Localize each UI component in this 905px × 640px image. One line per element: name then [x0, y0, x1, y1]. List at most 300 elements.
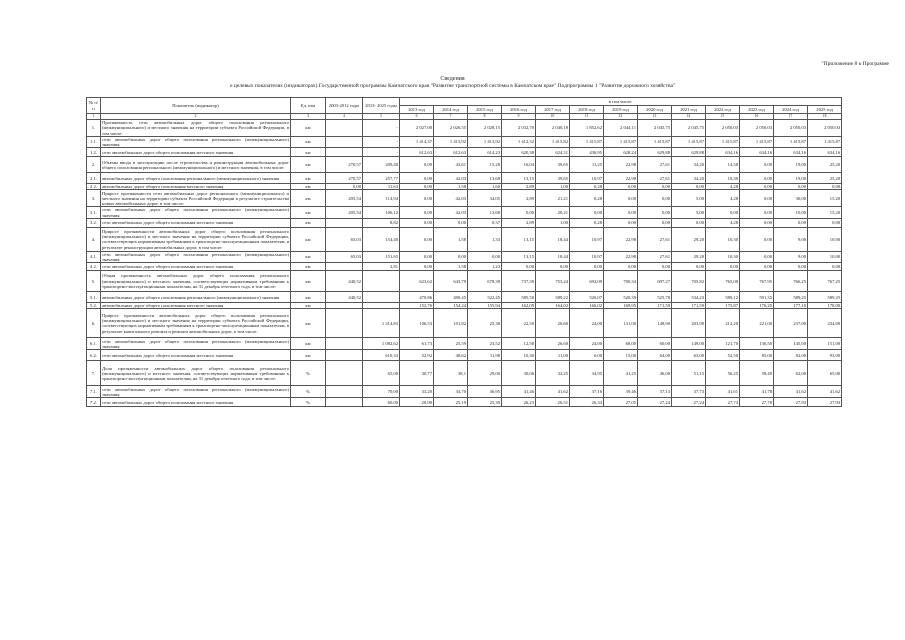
- year-value: 0,00: [672, 263, 706, 271]
- indicator-name: автомобильных дорог общего пользования регионального (межмуниципального) значения: [101, 173, 291, 184]
- unit-cell: км: [291, 263, 326, 271]
- header-year: 2023 год: [740, 106, 774, 114]
- column-index: 10: [536, 114, 570, 120]
- year-value: 0,00: [740, 173, 774, 184]
- year-value: 37,13: [638, 386, 672, 398]
- period-2003-2012-value: [326, 398, 363, 407]
- row-number: 6.1.: [87, 338, 101, 350]
- year-value: 0,00: [604, 184, 638, 190]
- year-value: 697,27: [638, 271, 672, 292]
- year-value: 0,00: [808, 263, 842, 271]
- table-row: [87, 386, 842, 398]
- column-index: 8: [468, 114, 502, 120]
- year-value: 152,76: [400, 303, 434, 309]
- table-row: [87, 263, 842, 271]
- table-row: [87, 120, 842, 137]
- row-number: 7.1.: [87, 386, 101, 398]
- year-value: 10,30: [706, 227, 740, 251]
- indicator-name: сети автомобильных дорог общего пользования регионального (межмуниципального) значения: [102, 386, 289, 397]
- period-2003-2012-value: [326, 338, 363, 350]
- year-value: 15,20: [808, 190, 842, 207]
- year-value: 614,23: [468, 148, 502, 157]
- period-2013-2025-value: -: [363, 120, 400, 137]
- year-value: 0,00: [400, 190, 434, 207]
- year-value: 634,16: [808, 148, 842, 157]
- year-value: 10,97: [570, 227, 604, 251]
- year-value: 92,00: [774, 350, 808, 361]
- year-value: 0,00: [740, 207, 774, 218]
- year-value: 62,00: [774, 361, 808, 386]
- year-value: 4,28: [706, 184, 740, 190]
- year-value: 12,58: [502, 338, 536, 350]
- year-value: 34,05: [468, 190, 502, 207]
- unit-cell: км: [291, 303, 326, 309]
- year-value: 27,24: [638, 398, 672, 407]
- period-2013-2025-value: 106,12: [363, 207, 400, 218]
- document-subtitle: о целевых показателях (индикаторах) Государственной программы Камчатского края "Развитие транспортной системы в Камчатском крае" Подпрограммы 1 "Развитие дорожного хозяйства": [229, 83, 676, 89]
- year-value: 41,61: [706, 386, 740, 398]
- year-value: 10,00: [808, 251, 842, 262]
- indicator-name: сети автомобильных дорог общего пользования местного значения: [101, 398, 291, 407]
- year-value: 11,25: [570, 157, 604, 173]
- year-value: 634,16: [706, 148, 740, 157]
- row-number: 5.2.: [87, 303, 101, 309]
- year-value: 10,30: [706, 173, 740, 184]
- year-value: 0,00: [468, 251, 502, 262]
- column-index: 16: [740, 114, 774, 120]
- period-2003-2012-value: [326, 120, 363, 137]
- year-value: 41,62: [808, 386, 842, 398]
- year-value: 20,90: [400, 398, 434, 407]
- year-value: 634,16: [774, 148, 808, 157]
- year-value: 27,61: [638, 251, 672, 262]
- unit-cell: км: [291, 338, 326, 350]
- year-value: 101,82: [434, 309, 468, 338]
- year-value: 42,03: [434, 190, 468, 207]
- year-value: 39,65: [536, 157, 570, 173]
- period-2003-2012-value: [326, 218, 363, 227]
- year-value: 27,61: [638, 227, 672, 251]
- year-value: 612,63: [434, 148, 468, 157]
- unit-cell: км: [291, 157, 326, 173]
- column-index: 5: [363, 114, 400, 120]
- indicator-name: Прирост протяженности автомобильных дорог общего пользования регионального (межмуниципального) и местного значения на территории субъекта Российской Федерации, соответствующих нормативным требованиям к транспортно-эксплуатационным показателям, в результате реконструкции автомобильных дорог, в том числе:: [102, 228, 289, 250]
- year-value: 2,89: [502, 184, 536, 190]
- year-value: 1 415,87: [672, 136, 706, 147]
- year-value: 25,20: [808, 157, 842, 173]
- year-value: 15,20: [808, 207, 842, 218]
- table-row: [87, 173, 842, 184]
- year-value: 1,58: [434, 227, 468, 251]
- period-2003-2012-value: [326, 148, 363, 157]
- row-number: 1.: [87, 120, 101, 137]
- year-value: 0,00: [808, 218, 842, 227]
- year-value: 2 045,75: [638, 120, 672, 137]
- year-value: 136,50: [740, 338, 774, 350]
- year-value: 5,00: [672, 207, 706, 218]
- indicator-name: Прирост протяженности сети автомобильных дорог регионального (межмуниципального) и местного значения на территории субъекта Российской Федерации в результате строительства новых автомобильных дорог, в том числе:: [102, 190, 289, 207]
- header-year: 2019 год: [604, 106, 638, 114]
- unit-cell: %: [291, 398, 326, 407]
- year-value: 0,00: [400, 184, 434, 190]
- year-value: 0,00: [638, 184, 672, 190]
- year-value: 705,82: [672, 271, 706, 292]
- year-value: 30,06: [502, 361, 536, 386]
- year-value: 0,28: [570, 218, 604, 227]
- row-number: 2.: [87, 157, 101, 173]
- unit-cell: км: [291, 148, 326, 157]
- year-value: 39,65: [536, 173, 570, 184]
- period-2003-2012-value: [326, 350, 363, 361]
- year-value: 0,00: [740, 190, 774, 207]
- year-value: 176,20: [740, 303, 774, 309]
- unit-cell: км: [291, 184, 326, 190]
- year-value: 1,00: [536, 218, 570, 227]
- year-value: 520,39: [604, 292, 638, 303]
- year-value: 0,00: [774, 184, 808, 190]
- year-value: 1,58: [434, 263, 468, 271]
- indicator-name: Прирост протяженности автомобильных дорог общего пользования регионального (межмуниципального) и местного значения на территории субъекта Российской Федерации, соответствующих нормативным требованиям к транспортно-эксплуатационным показателям, в результате капитального ремонта и ремонта автомобильных дорог, в том числе:: [101, 309, 291, 338]
- year-value: 19,00: [774, 173, 808, 184]
- year-value: 0,00: [570, 350, 604, 361]
- period-2003-2012-value: 205,54: [326, 190, 363, 207]
- year-value: 634,16: [740, 148, 774, 157]
- period-2003-2012-value: 440,52: [326, 271, 363, 292]
- year-value: 2 045,75: [672, 120, 706, 137]
- year-value: 0,00: [434, 218, 468, 227]
- year-value: 148,90: [638, 309, 672, 338]
- year-value: 25,39: [468, 398, 502, 407]
- year-value: 21,21: [536, 190, 570, 207]
- table-row: [87, 398, 842, 407]
- year-value: 0,00: [740, 157, 774, 173]
- year-value: 0,28: [570, 190, 604, 207]
- year-value: 1 415,87: [774, 136, 808, 147]
- year-value: 1,00: [536, 184, 570, 190]
- year-value: 0,00: [536, 263, 570, 271]
- header-year: 2013 год: [400, 106, 434, 114]
- column-index: 6: [400, 114, 434, 120]
- year-value: 1 415,87: [570, 136, 604, 147]
- indicator-name: Доля протяженности автомобильных дорог общего пользования регионального (межмуниципального) и местного значения, соответствующих нормативным требованиям к транспортно-эксплуатационным показателям, на 31 декабря отчетного года, в том числе:: [101, 361, 291, 386]
- year-value: 39,46: [604, 386, 638, 398]
- year-value: 16,04: [502, 157, 536, 173]
- year-value: 24,00: [570, 309, 604, 338]
- year-value: 0,00: [434, 251, 468, 262]
- year-value: 767,95: [740, 271, 774, 292]
- year-value: 51,15: [672, 361, 706, 386]
- year-value: 0,00: [740, 227, 774, 251]
- year-value: 26,23: [502, 398, 536, 407]
- unit-cell: %: [291, 361, 326, 386]
- year-value: 30,00: [774, 190, 808, 207]
- year-value: 1 415,82: [536, 136, 570, 147]
- year-value: 0,00: [774, 263, 808, 271]
- row-number: 7.2.: [87, 398, 101, 407]
- year-value: 0,00: [400, 263, 434, 271]
- year-value: 0,00: [808, 184, 842, 190]
- year-value: 2 027,00: [400, 120, 434, 137]
- year-value: 0,00: [400, 207, 434, 218]
- year-value: 93,00: [808, 350, 842, 361]
- period-2003-2012-value: 0,00: [326, 184, 363, 190]
- period-2013-2025-value: -: [363, 136, 400, 147]
- year-value: 0,00: [638, 207, 672, 218]
- year-value: 26,33: [570, 398, 604, 407]
- row-number: 7.: [87, 361, 101, 386]
- header-group: в том числе:: [400, 98, 842, 106]
- period-2003-2012-value: 65,03: [326, 227, 363, 251]
- period-2013-2025-value: 1 314,83: [363, 309, 400, 338]
- year-value: 629,88: [638, 148, 672, 157]
- column-index: 2: [101, 114, 291, 120]
- year-value: 151,00: [808, 338, 842, 350]
- period-2013-2025-value: [363, 271, 400, 292]
- year-value: 0,00: [400, 251, 434, 262]
- year-value: 10,30: [706, 251, 740, 262]
- year-value: 164,02: [536, 303, 570, 309]
- year-value: 29,20: [672, 227, 706, 251]
- header-period-2003-2012: 2003-2012 годы: [326, 98, 363, 114]
- year-value: 0,00: [400, 227, 434, 251]
- year-value: 765,00: [706, 271, 740, 292]
- period-2013-2025-value: 60,00: [363, 398, 400, 407]
- document-title: Сведения: [440, 76, 465, 82]
- year-value: 0,00: [638, 263, 672, 271]
- column-index: 15: [706, 114, 740, 120]
- year-value: 0,00: [604, 207, 638, 218]
- year-value: 34,95: [570, 361, 604, 386]
- year-value: 27,61: [638, 157, 672, 173]
- column-index: 9: [502, 114, 536, 120]
- table-row: [87, 218, 842, 227]
- year-value: 0,00: [604, 218, 638, 227]
- year-value: 589,12: [706, 292, 740, 303]
- year-value: 33,20: [400, 386, 434, 398]
- year-value: 0,00: [570, 263, 604, 271]
- unit-cell: км: [291, 227, 326, 251]
- year-value: 0,00: [672, 184, 706, 190]
- year-value: 0,28: [570, 184, 604, 190]
- period-2003-2012-value: [326, 386, 363, 398]
- year-value: 131,00: [604, 309, 638, 338]
- year-value: 11,98: [468, 350, 502, 361]
- period-2013-2025-value: 65,00: [363, 361, 400, 386]
- year-value: 13,15: [502, 227, 536, 251]
- year-value: 27,93: [808, 398, 842, 407]
- year-value: 612,63: [400, 148, 434, 157]
- year-value: 56,25: [706, 361, 740, 386]
- year-value: 0,00: [740, 263, 774, 271]
- year-value: 0,00: [740, 251, 774, 262]
- year-value: 526,07: [570, 292, 604, 303]
- year-value: 64,00: [638, 350, 672, 361]
- header-year: 2022 год: [706, 106, 740, 114]
- year-value: 678,39: [468, 271, 502, 292]
- indicator-name: Протяженность сети автомобильных дорог общего пользования регионального (межмуниципального) и местного значения на территории субъекта Российской Федерации, в том числе:: [102, 120, 289, 136]
- period-2013-2025-value: 114,94: [363, 190, 400, 207]
- year-value: 0,00: [774, 218, 808, 227]
- year-value: 0,00: [706, 207, 740, 218]
- unit-cell: км: [291, 173, 326, 184]
- period-2003-2012-value: 440,52: [326, 292, 363, 303]
- indicator-name: сети автомобильных дорог общего пользования местного значения: [101, 263, 291, 271]
- period-2003-2012-value: [326, 136, 363, 147]
- year-value: 29,00: [468, 361, 502, 386]
- year-value: 2 050,03: [808, 120, 842, 137]
- year-value: 18,44: [536, 251, 570, 262]
- year-value: 2,89: [502, 190, 536, 207]
- year-value: 737,39: [502, 271, 536, 292]
- year-value: 52,50: [706, 350, 740, 361]
- column-index: 13: [638, 114, 672, 120]
- table-row: [87, 227, 842, 251]
- indicators-table: [86, 97, 842, 407]
- year-value: 237,00: [774, 309, 808, 338]
- table-row: [87, 190, 842, 207]
- year-value: 1,23: [468, 263, 502, 271]
- year-value: 13,68: [468, 173, 502, 184]
- year-value: 23,52: [468, 338, 502, 350]
- year-value: 25,59: [434, 338, 468, 350]
- year-value: 4,28: [706, 190, 740, 207]
- year-value: 1 412,32: [502, 136, 536, 147]
- year-value: 628,24: [604, 148, 638, 157]
- year-value: 13,15: [502, 173, 536, 184]
- period-2013-2025-value: 257,77: [363, 173, 400, 184]
- year-value: 4,28: [706, 218, 740, 227]
- year-value: 61,73: [400, 338, 434, 350]
- year-value: 11,00: [536, 350, 570, 361]
- year-value: 0,37: [468, 218, 502, 227]
- year-value: 22,50: [502, 309, 536, 338]
- period-2013-2025-value: 151,65: [363, 251, 400, 262]
- indicator-name: сети автомобильных дорог общего пользования местного значения: [101, 350, 291, 361]
- year-value: 46,00: [638, 361, 672, 386]
- unit-cell: км: [291, 309, 326, 338]
- year-value: 26,60: [536, 309, 570, 338]
- year-value: 41,78: [740, 386, 774, 398]
- year-value: 27,05: [604, 398, 638, 407]
- row-number: 3.: [87, 190, 101, 207]
- period-2013-2025-value: 154,40: [363, 227, 400, 251]
- year-value: 30,77: [400, 361, 434, 386]
- column-index: 12: [604, 114, 638, 120]
- year-value: 37,73: [672, 386, 706, 398]
- year-value: 2 050,03: [740, 120, 774, 137]
- year-value: 0,00: [400, 218, 434, 227]
- year-value: 171,59: [672, 303, 706, 309]
- table-row: [87, 303, 842, 309]
- row-number: 6.2.: [87, 350, 101, 361]
- year-value: 522,45: [468, 292, 502, 303]
- row-number: 1.1.: [87, 136, 101, 147]
- unit-cell: км: [291, 190, 326, 207]
- year-value: 589,25: [774, 292, 808, 303]
- year-value: 0,00: [570, 207, 604, 218]
- year-value: 203,90: [672, 309, 706, 338]
- year-value: 0,00: [638, 190, 672, 207]
- period-2003-2012-value: [326, 263, 363, 271]
- year-value: 5,00: [672, 190, 706, 207]
- table-row: [87, 148, 842, 157]
- period-2003-2012-value: [326, 309, 363, 338]
- year-value: 29,20: [672, 251, 706, 262]
- column-index: 18: [808, 114, 842, 120]
- year-value: 0,00: [604, 263, 638, 271]
- year-value: 177,10: [774, 303, 808, 309]
- year-value: 48,62: [434, 350, 468, 361]
- header-year: 2015 год: [468, 106, 502, 114]
- year-value: 1 415,87: [638, 136, 672, 147]
- year-value: 692,09: [570, 271, 604, 292]
- year-value: 624,31: [536, 148, 570, 157]
- year-value: 27,93: [774, 398, 808, 407]
- year-value: 700,34: [604, 271, 638, 292]
- table-row: [87, 251, 842, 262]
- header-period-2013-2025: 2013- 2025 годы: [363, 98, 400, 114]
- year-value: 68,00: [604, 338, 638, 350]
- year-value: 10,00: [808, 227, 842, 251]
- year-value: 22,98: [604, 227, 638, 251]
- column-index: 4: [326, 114, 363, 120]
- indicator-name: сети автомобильных дорог общего пользования регионального (межмуниципального) значения: [102, 251, 289, 263]
- year-value: 58,40: [740, 361, 774, 386]
- year-value: 65,00: [808, 361, 842, 386]
- year-value: 20,21: [536, 207, 570, 218]
- header-year: 2018 год: [570, 106, 604, 114]
- year-value: 25,19: [434, 398, 468, 407]
- header-year: 2025 год: [808, 106, 842, 114]
- year-value: 22,98: [604, 173, 638, 184]
- period-2013-2025-value: 209,40: [363, 157, 400, 173]
- year-value: 1,60: [468, 184, 502, 190]
- year-value: 2 044,11: [604, 120, 638, 137]
- year-value: 1 413,92: [434, 136, 468, 147]
- year-value: 175,87: [706, 303, 740, 309]
- unit-cell: км: [291, 120, 326, 137]
- period-2003-2012-value: 65,03: [326, 251, 363, 262]
- unit-cell: км: [291, 218, 326, 227]
- year-value: 34,20: [672, 157, 706, 173]
- row-number: 2.2.: [87, 184, 101, 190]
- year-value: 2,89: [502, 218, 536, 227]
- header-year: 2016 год: [502, 106, 536, 114]
- row-number: 5.: [87, 271, 101, 292]
- header-year: 2014 год: [434, 106, 468, 114]
- column-index: 3: [291, 114, 326, 120]
- year-value: 34,70: [434, 386, 468, 398]
- year-value: 623,62: [400, 271, 434, 292]
- year-value: 0,00: [400, 173, 434, 184]
- table-row: [87, 271, 842, 292]
- year-value: 0,00: [502, 263, 536, 271]
- year-value: 490,45: [434, 292, 468, 303]
- unit-cell: км: [291, 350, 326, 361]
- year-value: 212,20: [706, 309, 740, 338]
- year-value: 14,58: [706, 157, 740, 173]
- period-2003-2012-value: 270,57: [326, 173, 363, 184]
- year-value: 10,97: [570, 173, 604, 184]
- year-value: 41,62: [536, 386, 570, 398]
- header-indicator: Показатель (индикатор): [101, 98, 291, 114]
- year-value: 585,50: [502, 292, 536, 303]
- year-value: 27,78: [740, 398, 774, 407]
- indicator-name: Общая протяженность автомобильных дорог общего пользования регионального (межмуниципального) и местного значения, соответствующих нормативным требованиям к транспортно-эксплуатационным показателям, на 31 декабря отчетного года, в том числе:: [101, 271, 291, 292]
- indicator-name: сети автомобильных дорог общего пользования регионального (межмуниципального) значения: [102, 207, 289, 218]
- year-value: 37,16: [570, 386, 604, 398]
- year-value: 1 413,92: [468, 136, 502, 147]
